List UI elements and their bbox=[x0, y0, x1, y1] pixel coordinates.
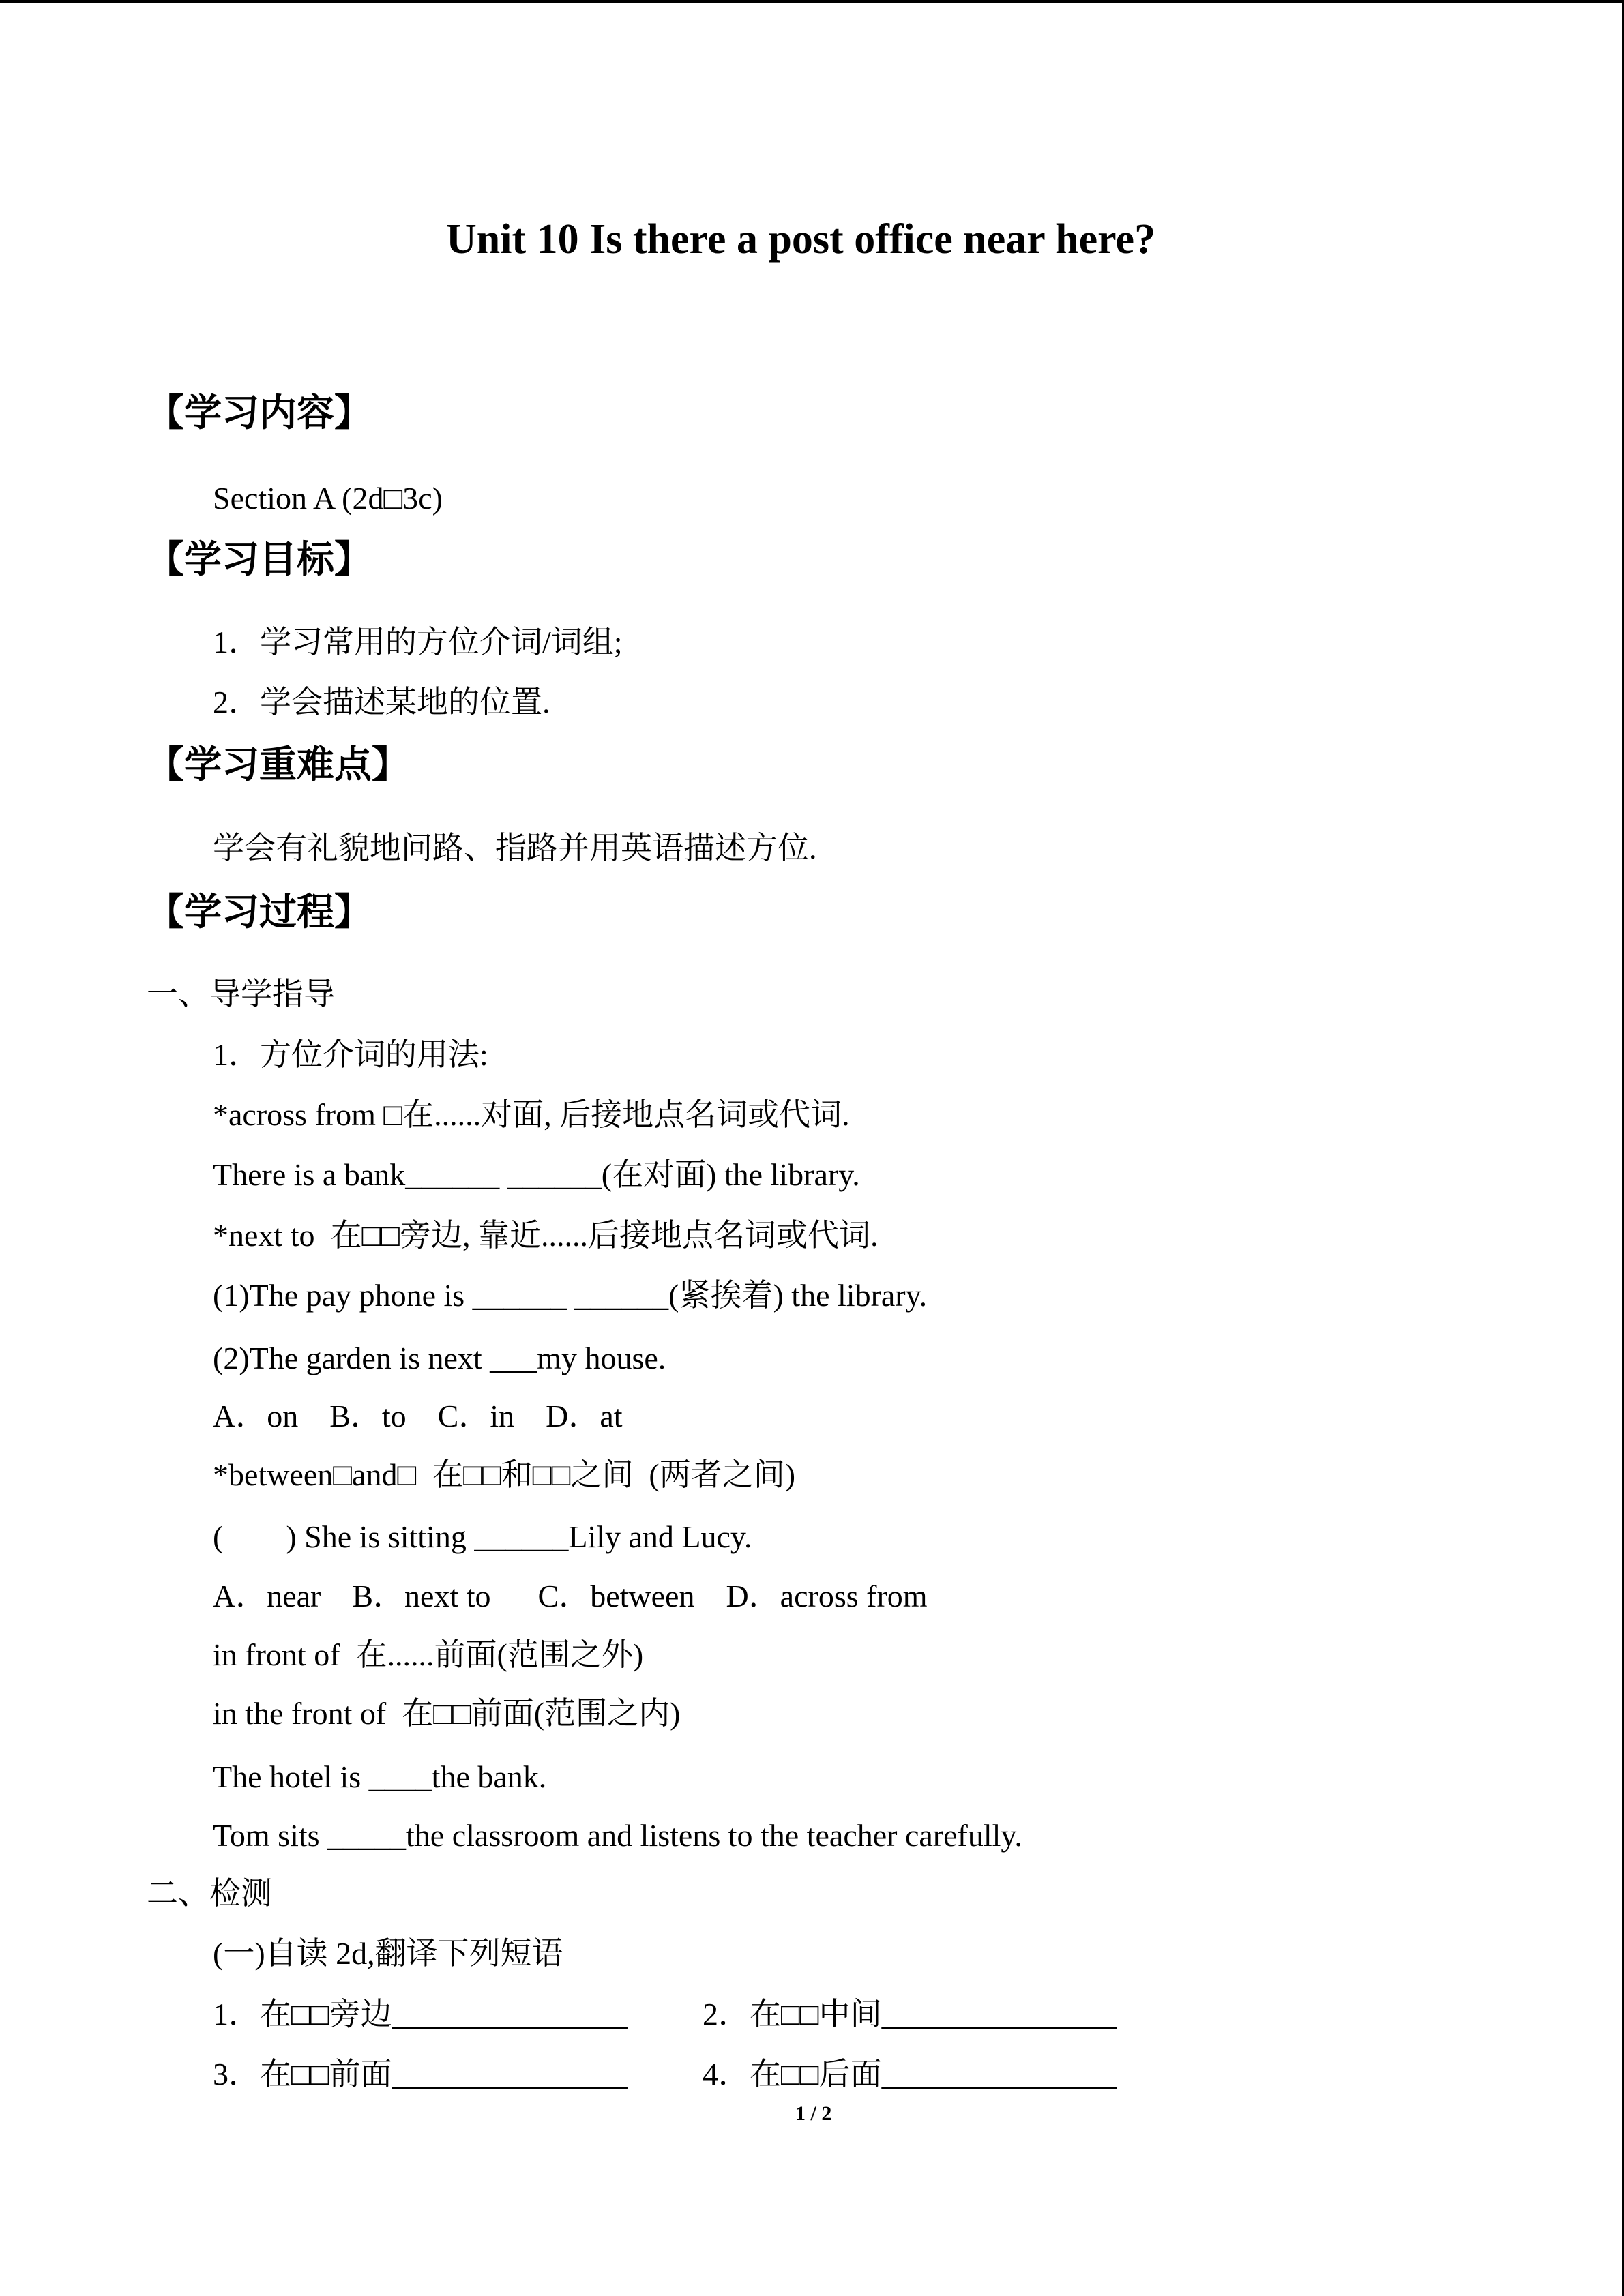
exercise-instruction: (一)自读 2d,翻译下列短语 bbox=[213, 1936, 563, 1971]
process-line: *next to 在□□旁边, 靠近......后接地点名词或代词. bbox=[213, 1218, 879, 1253]
section-heading-content: 【学习内容】 bbox=[147, 391, 372, 434]
process-line: in front of 在......前面(范围之外) bbox=[213, 1637, 644, 1672]
part-label: 一、导学指导 bbox=[147, 976, 335, 1011]
phrase-item: 1．在□□旁边_______________ bbox=[213, 1997, 628, 2031]
process-line: Tom sits _____the classroom and listens to the teacher carefully. bbox=[213, 1818, 1022, 1853]
section-heading-goals: 【学习目标】 bbox=[147, 537, 372, 581]
keypoints-text: 学会有礼貌地问路、指路并用英语描述方位. bbox=[213, 831, 817, 865]
process-line: in the front of 在□□前面(范围之内) bbox=[213, 1696, 681, 1731]
section-heading-process: 【学习过程】 bbox=[147, 890, 372, 934]
process-line: *across from □在......对面, 后接地点名词或代词. bbox=[213, 1097, 850, 1132]
process-line: (2)The garden is next ___my house. bbox=[213, 1341, 666, 1375]
page-number: 1 / 2 bbox=[795, 2102, 832, 2125]
process-line: (1)The pay phone is ______ ______(紧挨着) the library. bbox=[213, 1278, 928, 1313]
process-line: *between□and□ 在□□和□□之间 (两者之间) bbox=[213, 1457, 796, 1492]
process-line: A．on B．to C．in D．at bbox=[213, 1399, 623, 1433]
section-content-text: Section A (2d□3c) bbox=[213, 481, 443, 516]
goal-item: 2．学会描述某地的位置. bbox=[213, 685, 550, 719]
process-line: ( ) She is sitting ______Lily and Lucy. bbox=[213, 1519, 752, 1554]
phrase-item: 3．在□□前面_______________ bbox=[213, 2057, 628, 2091]
page-title: Unit 10 Is there a post office near here? bbox=[446, 216, 1156, 263]
section-heading-keypoints: 【学习重难点】 bbox=[147, 743, 410, 786]
process-line: 1．方位介词的用法: bbox=[213, 1037, 488, 1072]
top-border bbox=[0, 0, 1624, 3]
part-label: 二、检测 bbox=[147, 1876, 272, 1911]
phrase-item: 2．在□□中间_______________ bbox=[703, 1997, 1117, 2031]
process-line: A．near B．next to C．between D．across from bbox=[213, 1579, 928, 1613]
process-line: There is a bank______ ______(在对面) the library. bbox=[213, 1157, 860, 1192]
phrase-item: 4．在□□后面_______________ bbox=[703, 2057, 1117, 2091]
goal-item: 1．学习常用的方位介词/词组; bbox=[213, 625, 623, 659]
process-line: The hotel is ____the bank. bbox=[213, 1759, 547, 1794]
